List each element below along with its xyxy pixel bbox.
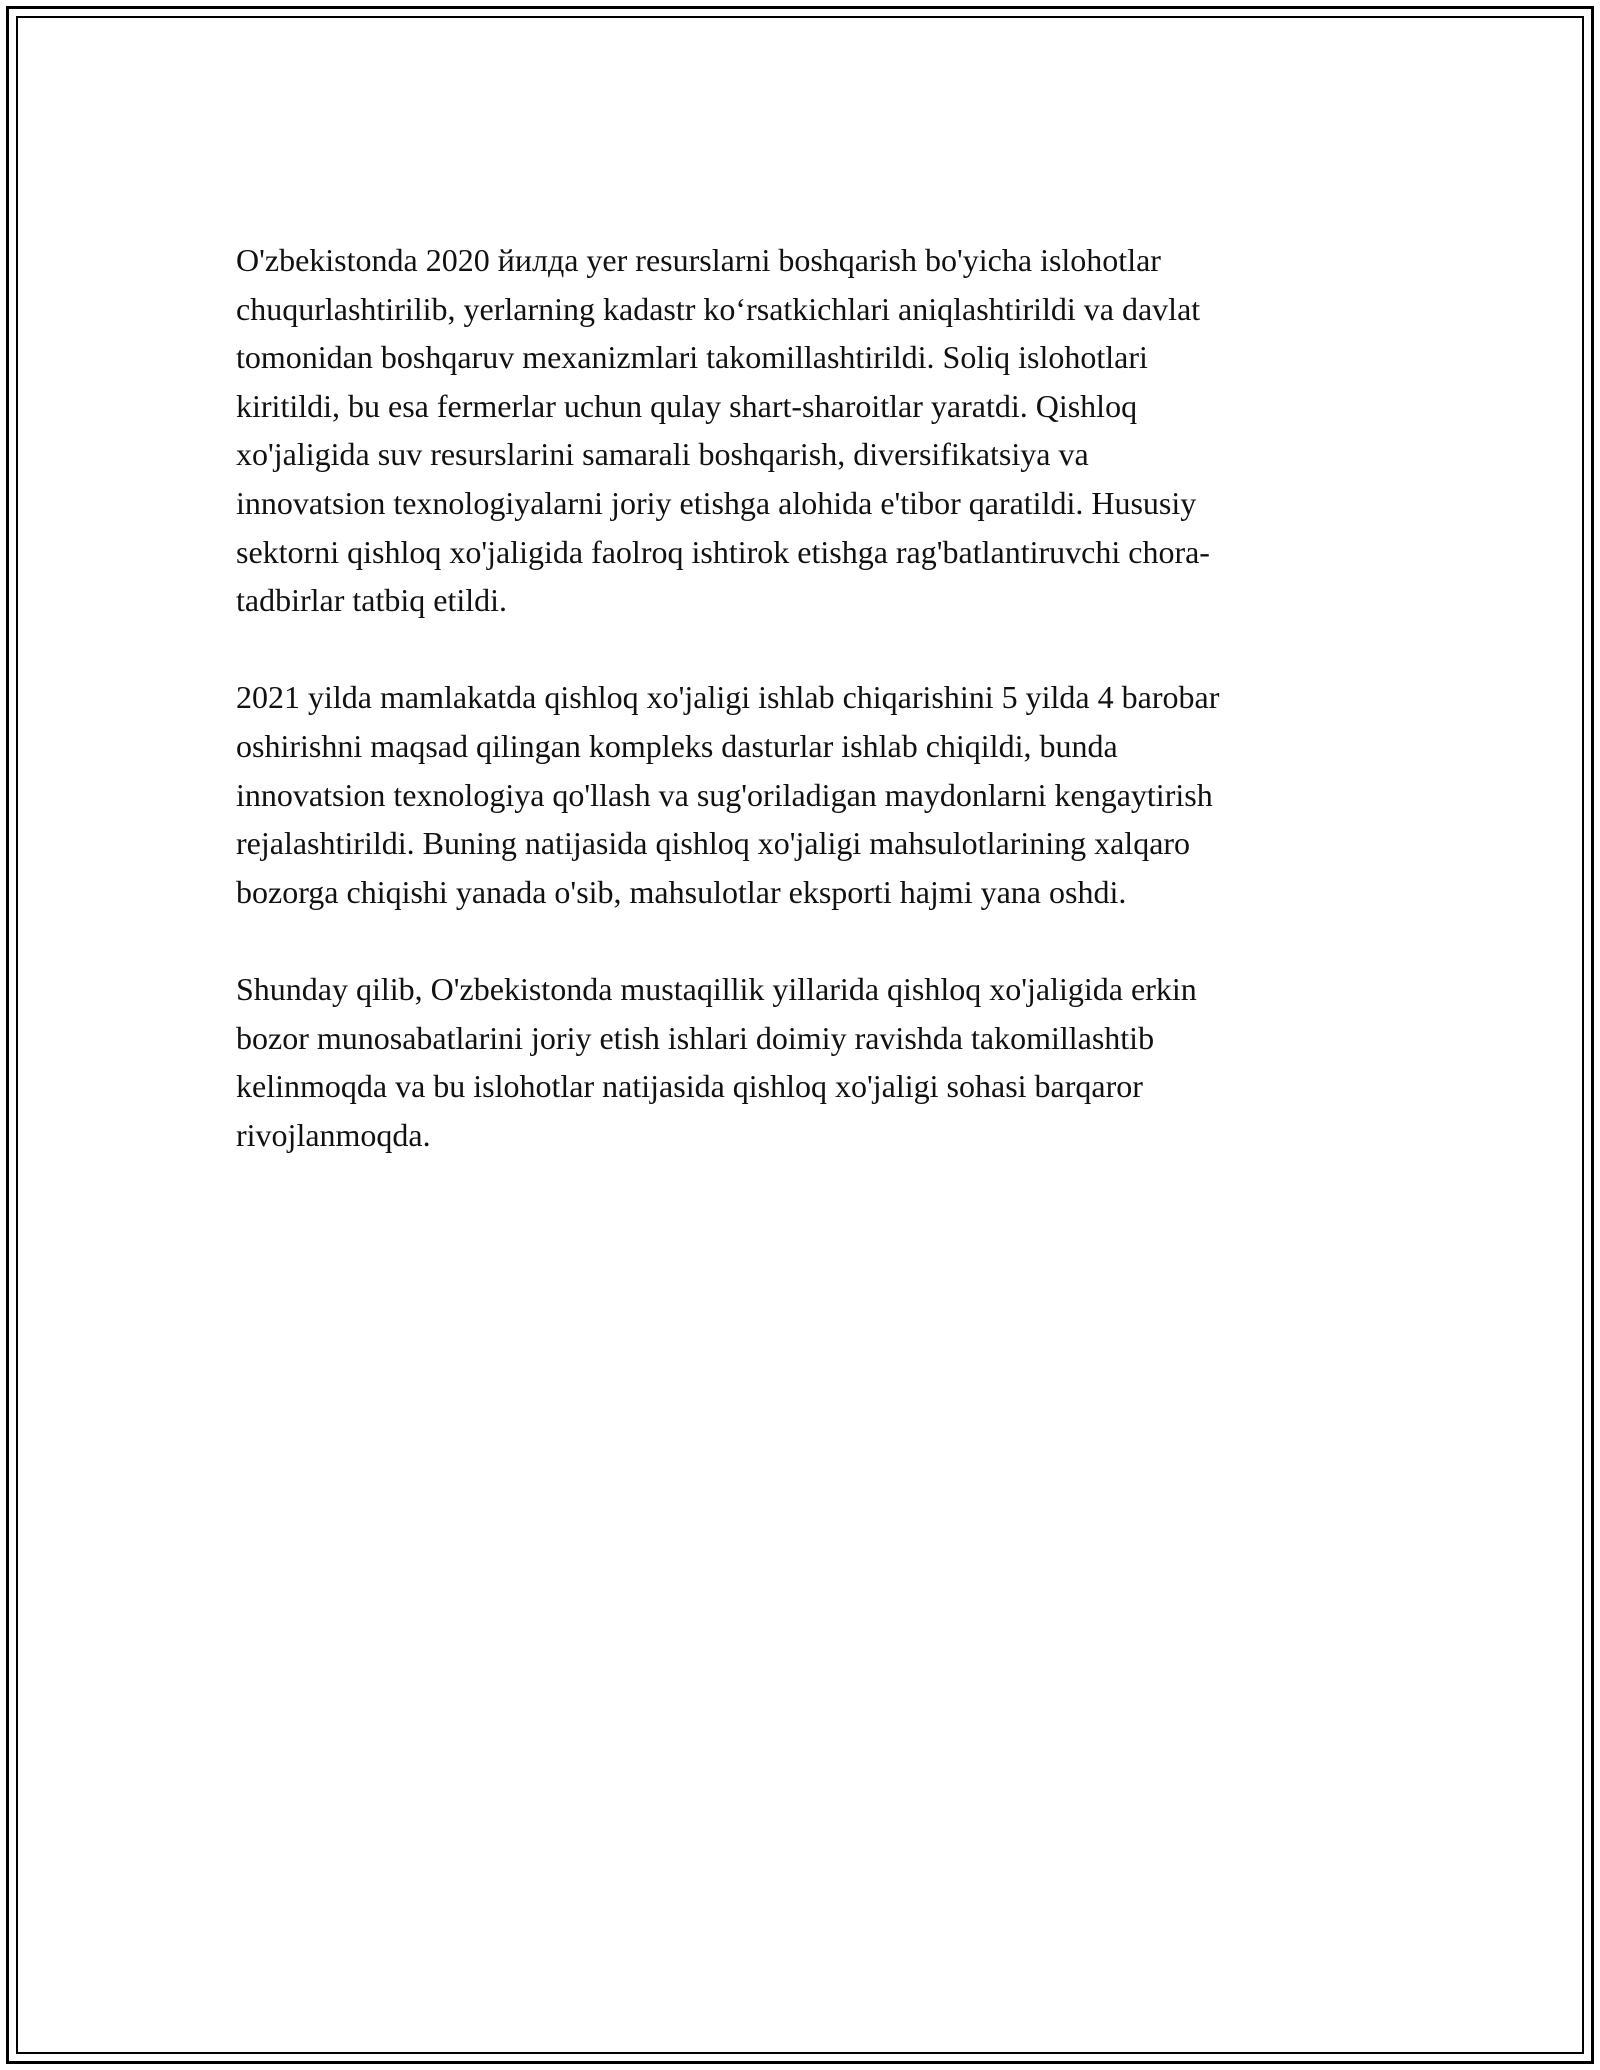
text-line: oshirishni maqsad qilingan kompleks dasturlar ishlab chiqildi, bunda [236, 727, 1118, 764]
text-line: rivojlanmoqda. [236, 1116, 431, 1153]
text-line: bozorga chiqishi yanada o'sib, mahsulotlar eksporti hajmi yana oshdi. [236, 873, 1127, 910]
text-line: innovatsion texnologiyalarni joriy etishga alohida e'tibor qaratildi. Hususiy [236, 484, 1197, 521]
text-line: xo'jaligida suv resurslarini samarali boshqarish, diversifikatsiya va [236, 436, 1089, 473]
text-line: tadbirlar tatbiq etildi. [236, 582, 508, 619]
text-line: bozor munosabatlarini joriy etish ishlari doimiy ravishda takomillashtib [236, 1019, 1155, 1056]
text-line: kelinmoqda va bu islohotlar natijasida qishloq xo'jaligi sohasi barqaror [236, 1068, 1143, 1105]
text-line: kiritildi, bu esa fermerlar uchun qulay shart-sharoitlar yaratdi. Qishloq [236, 387, 1138, 424]
text-line: O'zbekistonda 2020 йилда yer resurslarni boshqarish bo'yicha islohotlar [236, 242, 1161, 278]
text-line: sektorni qishloq xo'jaligida faolroq ishtirok etishga rag'batlantiruvchi chora- [236, 533, 1210, 570]
paragraph-programs-2021 [236, 673, 1366, 916]
text-line: rejalashtirildi. Buning natijasida qishloq xo'jaligi mahsulotlarining xalqaro [236, 825, 1191, 862]
text-line: 2021 yilda mamlakatda qishloq xo'jaligi ishlab chiqarishini 5 yilda 4 barobar [236, 679, 1220, 716]
paragraph-land-reforms-2020 [236, 236, 1366, 625]
document-body [236, 236, 1366, 1208]
paragraph-conclusion [236, 965, 1366, 1159]
text-line: innovatsion texnologiya qo'llash va sug'oriladigan maydonlarni kengaytirish [236, 776, 1213, 813]
text-line: chuqurlashtirilib, yerlarning kadastr koʻrsatkichlari aniqlashtirildi va davlat [236, 290, 1201, 327]
text-line: tomonidan boshqaruv mexanizmlari takomillashtirildi. Soliq islohotlari [236, 339, 1148, 376]
text-line: Shunday qilib, O'zbekistonda mustaqillik yillarida qishloq xo'jaligida erkin [236, 970, 1197, 1007]
